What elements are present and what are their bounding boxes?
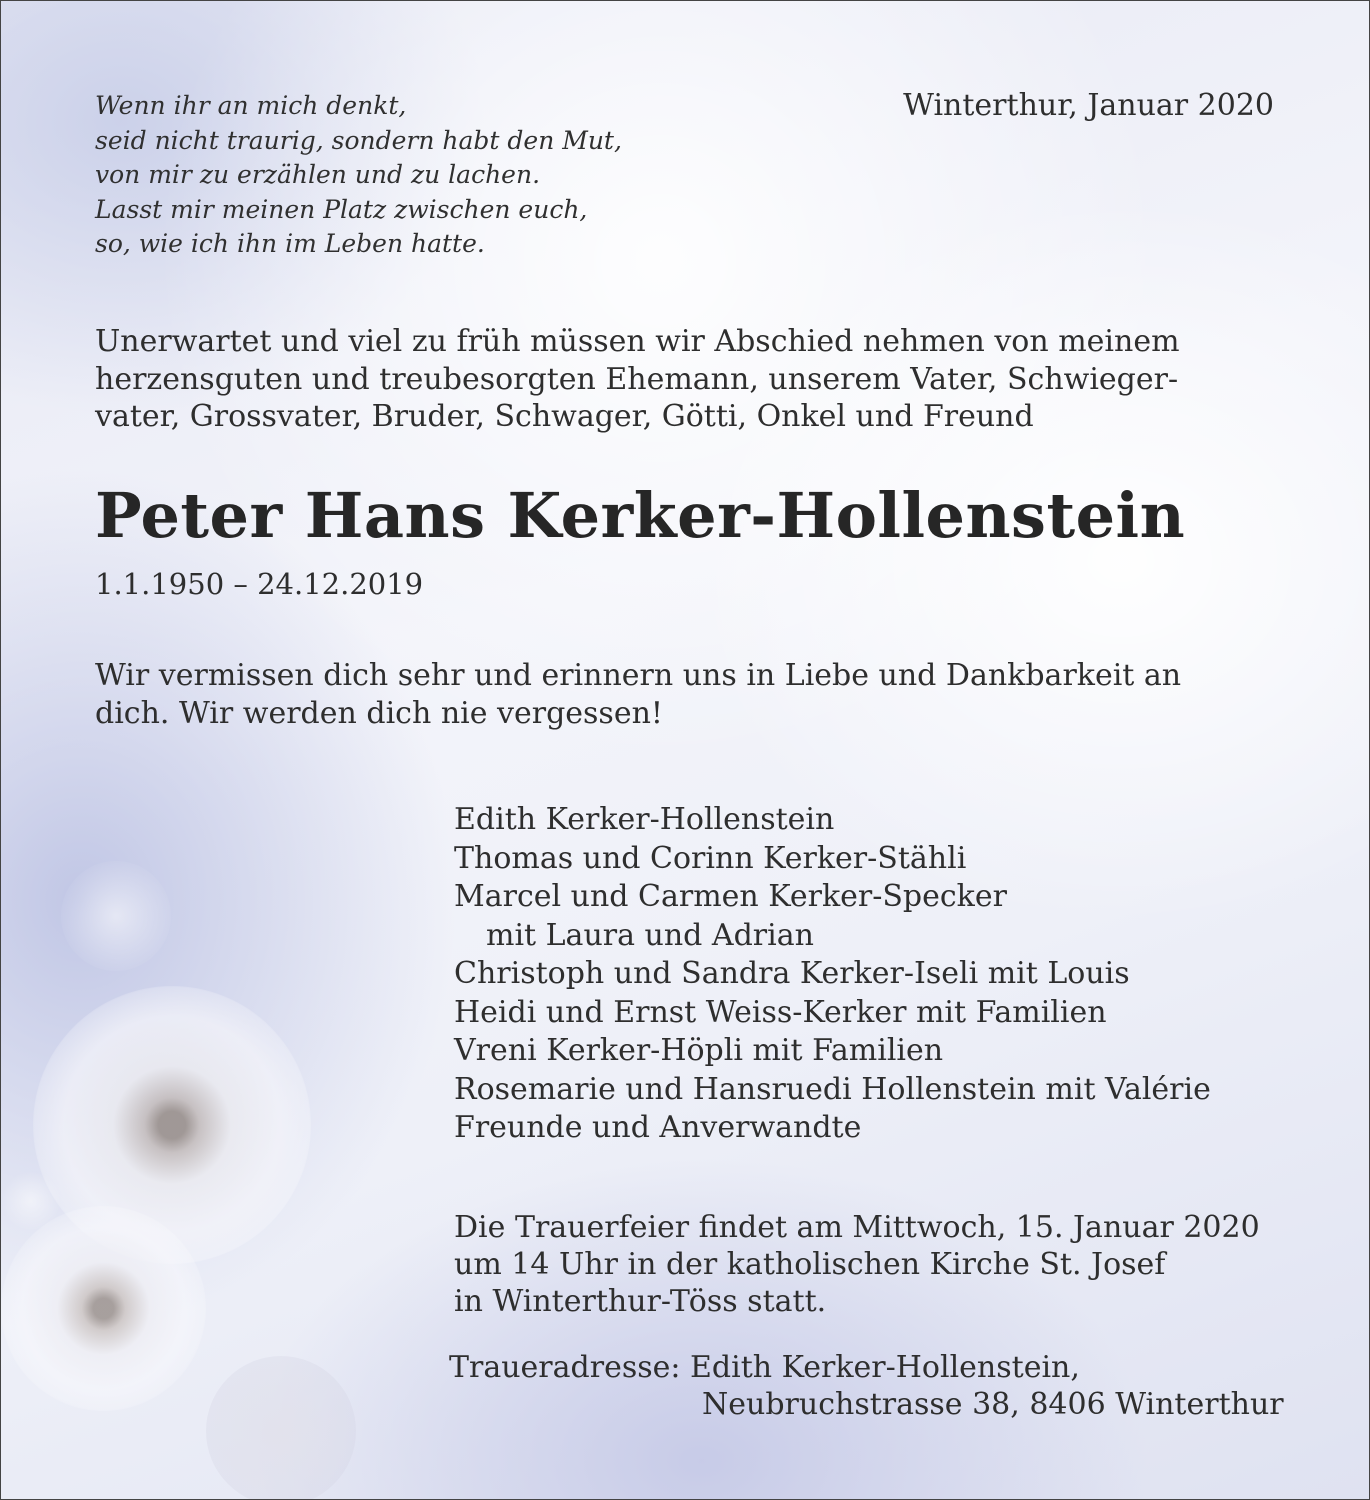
mourner-entry: Rosemarie und Hansruedi Hollenstein mit Valérie bbox=[454, 1071, 1211, 1107]
intro-text bbox=[95, 323, 1180, 436]
life-dates: 1.1.1950 – 24.12.2019 bbox=[95, 567, 424, 601]
service-line: um 14 Uhr in der katholischen Kirche St. Josef bbox=[454, 1247, 1166, 1282]
mourners-list bbox=[454, 801, 1211, 1148]
mourner-entry: Christoph und Sandra Kerker-Iseli mit Louis bbox=[454, 956, 1130, 991]
mourner-entry: Vreni Kerker-Höpli mit Familien bbox=[454, 1033, 944, 1068]
mourner-entry: mit Laura und Adrian bbox=[486, 917, 814, 953]
mourner-entry: Edith Kerker-Hollenstein bbox=[454, 802, 835, 837]
mourner-entry: Freunde und Anverwandte bbox=[454, 1110, 862, 1145]
bokeh-light-1 bbox=[61, 861, 171, 971]
remembrance-line: dich. Wir werden dich nie vergessen! bbox=[95, 695, 663, 731]
poem-line: Wenn ihr an mich denkt, bbox=[95, 91, 407, 120]
remembrance-line: Wir vermissen dich sehr und erinnern uns in Liebe und Dankbarkeit an bbox=[95, 658, 1182, 693]
mourner-entry: Marcel und Carmen Kerker-Specker bbox=[454, 879, 1007, 914]
mourner-entry: Heidi und Ernst Weiss-Kerker mit Familien bbox=[454, 994, 1107, 1030]
poem-line: Lasst mir meinen Platz zwischen euch, bbox=[95, 194, 588, 224]
service-line: Die Trauerfeier findet am Mittwoch, 15. Januar 2020 bbox=[454, 1210, 1260, 1245]
mourner-entry: Thomas und Corinn Kerker-Stähli bbox=[454, 840, 967, 876]
dandelion-image-large bbox=[33, 986, 311, 1264]
service-line: in Winterthur-Töss statt. bbox=[454, 1284, 827, 1319]
deceased-name: Peter Hans Kerker-Hollenstein bbox=[95, 479, 1186, 552]
address-street: Neubruchstrasse 38, 8406 Winterthur bbox=[702, 1387, 1284, 1422]
poem bbox=[95, 89, 622, 262]
poem-line: von mir zu erzählen und zu lachen. bbox=[95, 160, 541, 189]
intro-line: herzensguten und treubesorgten Ehemann, unserem Vater, Schwieger- bbox=[95, 361, 1179, 397]
place-date: Winterthur, Januar 2020 bbox=[903, 88, 1274, 123]
intro-line: Unerwartet und viel zu früh müssen wir Abschied nehmen von meinem bbox=[95, 324, 1180, 359]
dandelion-image-small bbox=[1, 1206, 206, 1411]
bokeh-light-2 bbox=[206, 1356, 356, 1500]
poem-line: seid nicht traurig, sondern habt den Mut, bbox=[95, 125, 622, 155]
poem-line: so, wie ich ihn im Leben hatte. bbox=[95, 229, 485, 258]
intro-line: vater, Grossvater, Bruder, Schwager, Götti, Onkel und Freund bbox=[95, 399, 1034, 434]
address-line: Traueradresse: Edith Kerker-Hollenstein, bbox=[449, 1350, 1080, 1385]
funeral-service-info bbox=[454, 1209, 1260, 1320]
remembrance-text bbox=[95, 657, 1181, 732]
mourning-address bbox=[449, 1349, 1284, 1423]
bokeh-light-3 bbox=[1, 1171, 61, 1231]
